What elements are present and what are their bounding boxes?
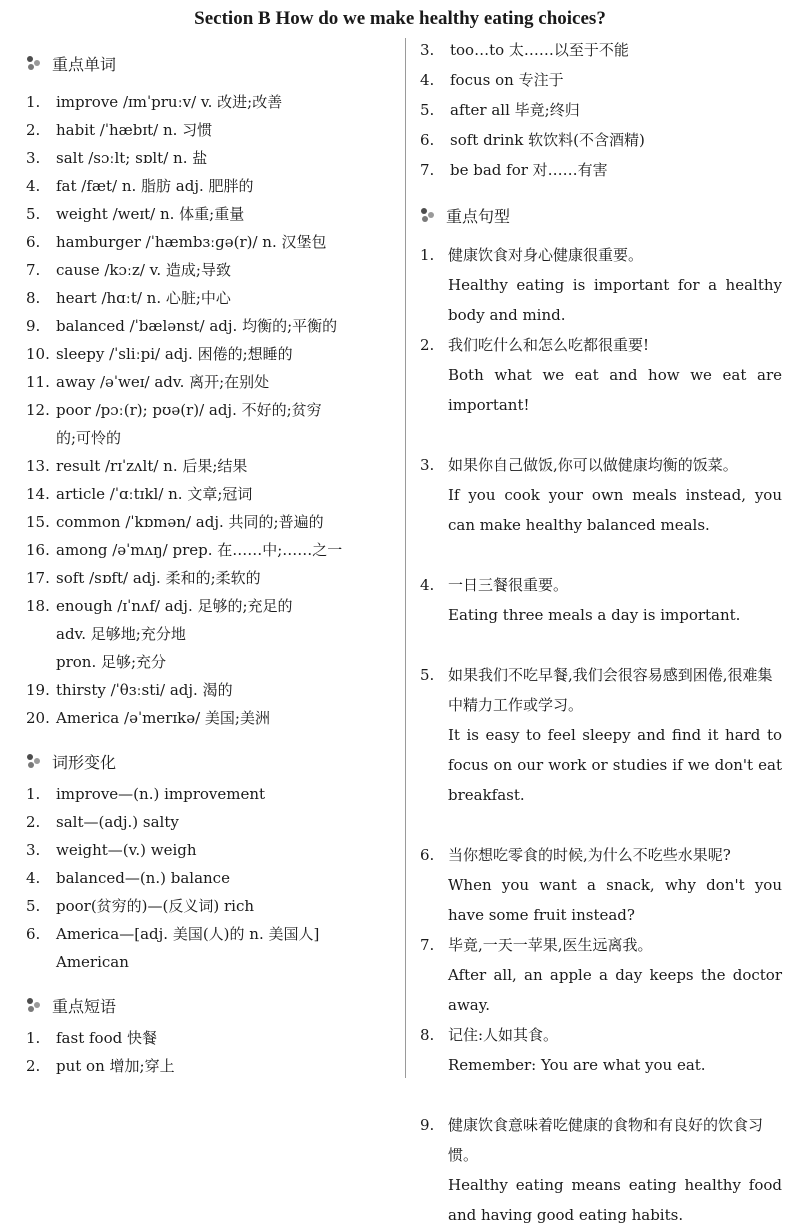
item-text: improve—(n.) improvement: [56, 785, 266, 803]
item-text: weight /weɪt/ n. 体重;重量: [56, 205, 245, 223]
item-text: result /rɪˈzʌlt/ n. 后果;结果: [56, 457, 248, 475]
item-text: fat /fæt/ n. 脂肪 adj. 肥胖的: [56, 177, 254, 195]
item-number: 6.: [420, 131, 435, 149]
wordforms-heading: [26, 749, 116, 773]
item-text: weight—(v.) weigh: [56, 841, 197, 859]
wordforms-heading-label: 词形变化: [52, 752, 117, 772]
item-number: 6.: [26, 925, 41, 943]
item-number: 3.: [26, 149, 41, 167]
item-text: thirsty /ˈθɜːsti/ adj. 渴的: [56, 681, 233, 699]
sentence-chinese: 我们吃什么和怎么吃都很重要!: [448, 336, 650, 354]
vocab-item: [26, 708, 270, 728]
sentence-body: [448, 570, 782, 630]
sentence-chinese: 当你想吃零食的时候,为什么不吃些水果呢?: [448, 846, 731, 864]
wordform-item: [26, 896, 254, 916]
item-number: 9.: [420, 1116, 435, 1134]
vocab-item: [26, 344, 293, 364]
item-number: 1.: [26, 93, 41, 111]
vocab-item: [26, 288, 231, 308]
vocab-item: [26, 176, 254, 196]
item-text: after all 毕竟;终归: [450, 101, 580, 119]
item-number: 12.: [26, 401, 50, 419]
sentence-item: [420, 450, 782, 540]
sentence-item: [420, 930, 782, 1020]
vocab-item: [26, 680, 233, 700]
item-number: 2.: [26, 813, 41, 831]
vocab-heading: [26, 51, 116, 75]
vocab-item: [26, 372, 269, 392]
item-text: poor(贫穷的)—(反义词) rich: [56, 897, 255, 915]
vocab-item: [26, 596, 293, 616]
phrases-heading: [26, 993, 116, 1017]
vocab-item: [26, 148, 207, 168]
item-number: 8.: [26, 289, 41, 307]
sentence-english: Both what we eat and how we eat are important!: [448, 366, 782, 414]
item-text: common /ˈkɒmən/ adj. 共同的;普遍的: [56, 513, 324, 531]
sentence-chinese: 健康饮食意味着吃健康的食物和有良好的饮食习惯。: [448, 1116, 764, 1164]
item-number: 1.: [420, 246, 435, 264]
sentence-english: After all, an apple a day keeps the doctor away.: [448, 966, 782, 1014]
vocab-item: [26, 512, 324, 532]
item-number: 6.: [420, 846, 435, 864]
wordform-item: [26, 812, 179, 832]
sentence-item: [420, 1110, 782, 1230]
item-text: balanced /ˈbælənst/ adj. 均衡的;平衡的: [56, 317, 338, 335]
vocab-item-continuation: adv. 足够地;充分地: [56, 625, 186, 643]
sentence-body: [448, 450, 782, 540]
sentence-chinese: 健康饮食对身心健康很重要。: [448, 246, 644, 264]
sentence-item: [420, 840, 782, 930]
sentence-item: [420, 330, 782, 420]
sentence-chinese: 如果你自己做饭,你可以做健康均衡的饭菜。: [448, 456, 738, 474]
item-number: 7.: [26, 261, 41, 279]
item-number: 3.: [26, 841, 41, 859]
item-text: heart /hɑːt/ n. 心脏;中心: [56, 289, 231, 307]
vocab-item: [26, 204, 244, 224]
sentence-chinese: 如果我们不吃早餐,我们会很容易感到困倦,很难集中精力工作或学习。: [448, 666, 773, 714]
item-number: 15.: [26, 513, 50, 531]
vocab-item: [26, 484, 252, 504]
section-bullet-icon: [26, 54, 44, 72]
item-text: too…to 太……以至于不能: [450, 41, 629, 59]
section-bullet-icon: [26, 752, 44, 770]
item-text: poor /pɔː(r); pʊə(r)/ adj. 不好的;贫穷: [56, 401, 322, 419]
item-text: habit /ˈhæbɪt/ n. 习惯: [56, 121, 213, 139]
wordform-item: [26, 840, 197, 860]
sentence-item: [420, 570, 782, 630]
item-number: 19.: [26, 681, 50, 699]
item-number: 13.: [26, 457, 50, 475]
phrase-item: [420, 100, 580, 120]
item-number: 14.: [26, 485, 50, 503]
item-number: 18.: [26, 597, 50, 615]
wordform-item: [26, 868, 230, 888]
item-number: 3.: [420, 456, 435, 474]
sentence-body: [448, 930, 782, 1020]
item-text: article /ˈɑːtɪkl/ n. 文章;冠词: [56, 485, 253, 503]
sentence-english: It is easy to feel sleepy and find it hard to focus on our work or studies if we don't eat breakfast.: [448, 726, 782, 804]
sentence-item: [420, 1020, 782, 1080]
vocab-item: [26, 120, 212, 140]
item-text: sleepy /ˈsliːpi/ adj. 困倦的;想睡的: [56, 345, 293, 363]
item-number: 9.: [26, 317, 41, 335]
item-text: America /əˈmerɪkə/ 美国;美洲: [56, 709, 270, 727]
phrase-item: [26, 1056, 175, 1076]
wordform-item: [26, 924, 319, 944]
column-divider: [405, 38, 406, 1078]
section-bullet-icon: [26, 996, 44, 1014]
item-text: salt /sɔːlt; sɒlt/ n. 盐: [56, 149, 208, 167]
item-number: 7.: [420, 161, 435, 179]
item-number: 5.: [26, 897, 41, 915]
item-number: 20.: [26, 709, 50, 727]
item-number: 4.: [420, 576, 435, 594]
item-text: focus on 专注于: [450, 71, 564, 89]
item-text: improve /ɪmˈpruːv/ v. 改进;改善: [56, 93, 283, 111]
vocab-item: [26, 400, 322, 420]
item-number: 4.: [26, 869, 41, 887]
vocab-heading-label: 重点单词: [52, 54, 117, 74]
sentence-english: Healthy eating is important for a healthy body and mind.: [448, 276, 782, 324]
item-text: put on 增加;穿上: [56, 1057, 175, 1075]
sentence-body: [448, 1020, 782, 1080]
sentence-body: [448, 1110, 782, 1230]
item-number: 2.: [420, 336, 435, 354]
item-number: 5.: [420, 101, 435, 119]
item-text: fast food 快餐: [56, 1029, 157, 1047]
phrase-item: [420, 70, 564, 90]
item-text: balanced—(n.) balance: [56, 869, 230, 887]
vocab-item-continuation: 的;可怜的: [56, 429, 122, 447]
item-text: be bad for 对……有害: [450, 161, 608, 179]
vocab-item: [26, 92, 282, 112]
sentence-english: When you want a snack, why don't you have some fruit instead?: [448, 876, 782, 924]
sentence-body: [448, 660, 782, 810]
vocab-item: [26, 260, 231, 280]
sentence-item: [420, 240, 782, 330]
wordform-item-continuation: American: [56, 953, 129, 971]
item-number: 10.: [26, 345, 50, 363]
vocab-item: [26, 568, 261, 588]
phrase-item: [26, 1028, 157, 1048]
sentences-heading-label: 重点句型: [446, 206, 511, 226]
item-number: 17.: [26, 569, 50, 587]
phrase-item: [420, 160, 608, 180]
sentence-english: Eating three meals a day is important.: [448, 606, 741, 624]
phrase-item: [420, 130, 645, 150]
item-number: 1.: [26, 785, 41, 803]
item-text: away /əˈweɪ/ adv. 离开;在别处: [56, 373, 270, 391]
item-number: 7.: [420, 936, 435, 954]
sentence-chinese: 一日三餐很重要。: [448, 576, 569, 594]
wordform-item: [26, 784, 265, 804]
phrase-item: [420, 40, 629, 60]
item-number: 2.: [26, 1057, 41, 1075]
item-text: among /əˈmʌŋ/ prep. 在……中;……之一: [56, 541, 343, 559]
item-text: America—[adj. 美国(人)的 n. 美国人]: [56, 925, 320, 943]
sentence-english: Healthy eating means eating healthy food and having good eating habits.: [448, 1176, 782, 1224]
phrases-heading-label: 重点短语: [52, 996, 117, 1016]
item-text: cause /kɔːz/ v. 造成;导致: [56, 261, 231, 279]
item-number: 16.: [26, 541, 50, 559]
vocab-item: [26, 232, 327, 252]
item-number: 3.: [420, 41, 435, 59]
item-number: 4.: [420, 71, 435, 89]
item-number: 1.: [26, 1029, 41, 1047]
section-title: Section B How do we make healthy eating choices?: [194, 8, 606, 29]
vocab-item: [26, 540, 342, 560]
sentence-body: [448, 240, 782, 330]
item-text: soft /sɒft/ adj. 柔和的;柔软的: [56, 569, 261, 587]
item-number: 5.: [420, 666, 435, 684]
item-number: 8.: [420, 1026, 435, 1044]
item-number: 2.: [26, 121, 41, 139]
item-text: soft drink 软饮料(不含酒精): [450, 131, 645, 149]
sentence-body: [448, 840, 782, 930]
item-text: salt—(adj.) salty: [56, 813, 179, 831]
item-number: 11.: [26, 373, 50, 391]
sentence-chinese: 记住:人如其食。: [448, 1026, 559, 1044]
item-number: 6.: [26, 233, 41, 251]
sentence-english: Remember: You are what you eat.: [448, 1056, 706, 1074]
sentence-english: If you cook your own meals instead, you can make healthy balanced meals.: [448, 486, 782, 534]
sentence-body: [448, 330, 782, 420]
vocab-item: [26, 456, 247, 476]
vocab-item: [26, 316, 337, 336]
item-number: 5.: [26, 205, 41, 223]
item-text: hamburger /ˈhæmbɜːɡə(r)/ n. 汉堡包: [56, 233, 327, 251]
item-text: enough /ɪˈnʌf/ adj. 足够的;充足的: [56, 597, 293, 615]
sentence-item: [420, 660, 782, 810]
section-bullet-icon: [420, 206, 438, 224]
sentence-chinese: 毕竟,一天一苹果,医生远离我。: [448, 936, 653, 954]
item-number: 4.: [26, 177, 41, 195]
sentences-heading: [420, 203, 510, 227]
vocab-item-continuation: pron. 足够;充分: [56, 653, 167, 671]
